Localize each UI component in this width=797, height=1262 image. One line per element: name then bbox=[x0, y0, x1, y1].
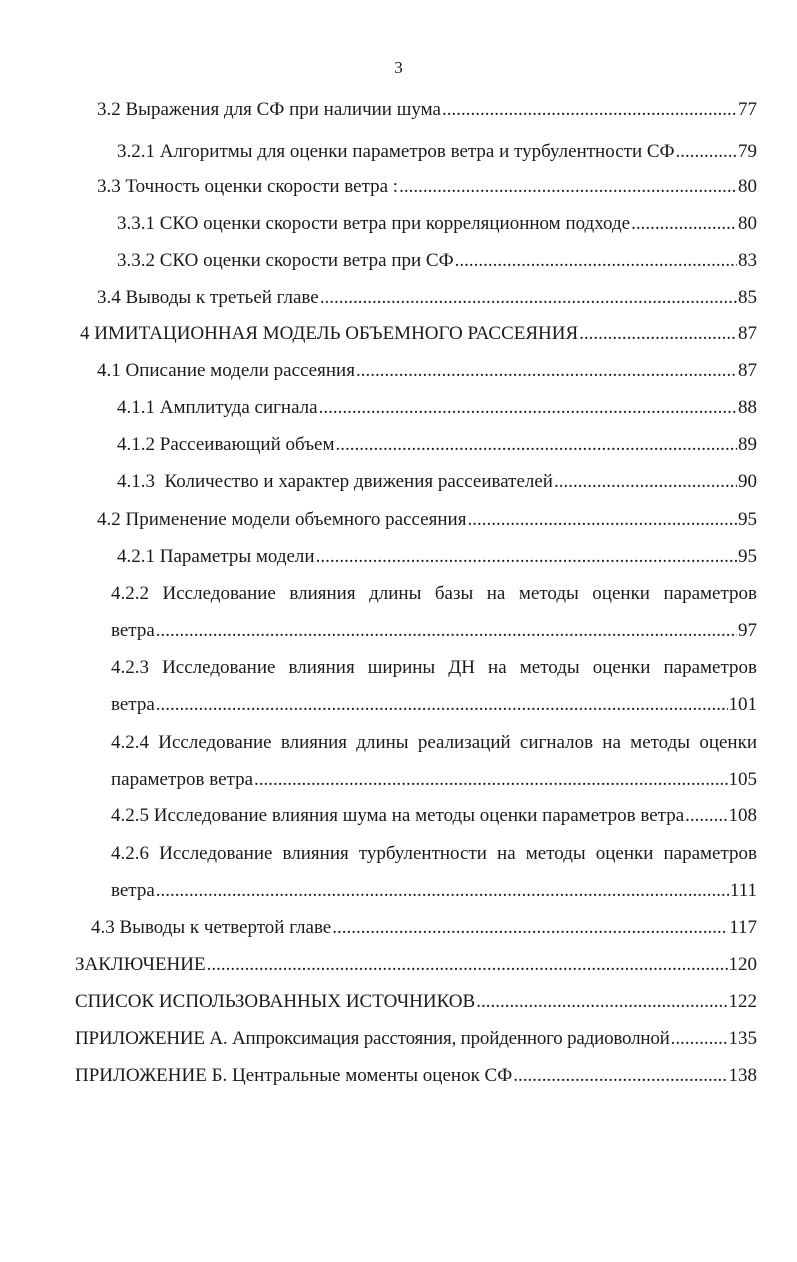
toc-entry[interactable] bbox=[80, 322, 757, 346]
toc-entry[interactable] bbox=[117, 249, 757, 273]
toc-entry-title-line1[interactable]: 4.2.6 Исследование влияния турбулентности на методы оценки параметров bbox=[111, 843, 757, 864]
toc-entry-title: 3.2 Выражения для СФ при наличии шума bbox=[97, 99, 441, 120]
toc-entry-title-line2: ветра bbox=[111, 880, 155, 901]
toc-entry[interactable] bbox=[75, 990, 757, 1014]
toc-entry-page: 101 bbox=[728, 694, 757, 715]
toc-entry-title: 4.1.1 Амплитуда сигнала bbox=[117, 397, 318, 418]
toc-entry-page: 80 bbox=[738, 176, 757, 197]
toc-entry[interactable] bbox=[75, 1027, 757, 1051]
toc-entry-title: 3.4 Выводы к третьей главе bbox=[97, 287, 319, 308]
toc-entry-title: 4.3 Выводы к четвертой главе bbox=[91, 917, 332, 938]
toc-leader-dots bbox=[554, 470, 737, 494]
toc-leader-dots bbox=[579, 322, 737, 346]
toc-entry-page: 87 bbox=[738, 323, 757, 344]
toc-leader-dots bbox=[631, 212, 737, 236]
toc-entry[interactable] bbox=[75, 953, 757, 977]
toc-leader-dots bbox=[467, 508, 737, 532]
toc-leader-dots bbox=[336, 433, 738, 457]
toc-entry-page: 95 bbox=[738, 509, 757, 530]
toc-entry-title: 3.3.2 СКО оценки скорости ветра при СФ bbox=[117, 250, 454, 271]
toc-entry[interactable] bbox=[75, 1064, 757, 1088]
toc-leader-dots bbox=[442, 98, 737, 122]
toc-entry-page: 85 bbox=[738, 287, 757, 308]
toc-entry[interactable] bbox=[117, 545, 757, 569]
toc-entry-page: 120 bbox=[728, 954, 757, 975]
toc-entry-title: ПРИЛОЖЕНИЕ А. Аппроксимация расстояния, пройденного радиоволной bbox=[75, 1028, 670, 1049]
toc-entry-page: 111 bbox=[729, 880, 757, 901]
toc-leader-dots bbox=[676, 140, 737, 164]
toc-leader-dots bbox=[332, 916, 728, 940]
toc-entry[interactable] bbox=[111, 879, 757, 903]
toc-entry-title: 4.2.5 Исследование влияния шума на методы оценки параметров ветра bbox=[111, 805, 685, 826]
toc-entry[interactable] bbox=[111, 768, 757, 792]
toc-entry-page: 87 bbox=[738, 360, 757, 381]
toc-entry[interactable] bbox=[111, 804, 757, 828]
toc-entry[interactable] bbox=[111, 619, 757, 643]
toc-leader-dots bbox=[356, 359, 737, 383]
toc-leader-dots bbox=[156, 693, 728, 717]
toc-entry-page: 80 bbox=[738, 213, 757, 234]
toc-leader-dots bbox=[671, 1027, 728, 1051]
toc-entry-page: 108 bbox=[728, 805, 757, 826]
toc-entry-title-line2: ветра bbox=[111, 620, 155, 641]
toc-entry-title-line1[interactable]: 4.2.4 Исследование влияния длины реализаций сигналов на методы оценки bbox=[111, 732, 757, 753]
toc-leader-dots bbox=[513, 1064, 727, 1088]
toc-entry-page: 79 bbox=[738, 141, 757, 162]
toc-entry-title: 4.1.3 Количество и характер движения рассеивателей bbox=[117, 471, 553, 492]
toc-entry-page: 105 bbox=[728, 769, 757, 790]
toc-entry-page: 88 bbox=[738, 397, 757, 418]
toc-entry-title: 4.1 Описание модели рассеяния bbox=[97, 360, 355, 381]
toc-entry-title-line2: параметров ветра bbox=[111, 769, 254, 790]
toc-entry-title: 3.3.1 СКО оценки скорости ветра при корреляционном подходе bbox=[117, 213, 631, 234]
toc-leader-dots bbox=[476, 990, 727, 1014]
toc-entry-title-line1[interactable]: 4.2.2 Исследование влияния длины базы на методы оценки параметров bbox=[111, 583, 757, 604]
toc-entry-page: 138 bbox=[728, 1065, 757, 1086]
toc-leader-dots bbox=[254, 768, 727, 792]
toc-entry-title: ПРИЛОЖЕНИЕ Б. Центральные моменты оценок СФ bbox=[75, 1065, 513, 1086]
toc-leader-dots bbox=[316, 545, 737, 569]
toc-entry[interactable] bbox=[117, 433, 757, 457]
toc-leader-dots bbox=[156, 619, 737, 643]
toc-leader-dots bbox=[685, 804, 727, 828]
toc-entry-page: 83 bbox=[738, 250, 757, 271]
toc-leader-dots bbox=[156, 879, 729, 903]
toc-entry[interactable] bbox=[97, 98, 757, 122]
toc-leader-dots bbox=[320, 286, 737, 310]
toc-entry-page: 77 bbox=[738, 99, 757, 120]
toc-entry-title: 4.2 Применение модели объемного рассеяния bbox=[97, 509, 467, 530]
toc-entry-title: 4.2.1 Параметры модели bbox=[117, 546, 315, 567]
toc-entry-title: 4.1.2 Рассеивающий объем bbox=[117, 434, 335, 455]
toc-leader-dots bbox=[455, 249, 737, 273]
toc-entry-title-line1[interactable]: 4.2.3 Исследование влияния ширины ДН на методы оценки параметров bbox=[111, 657, 757, 678]
toc-entry-page: 89 bbox=[738, 434, 757, 455]
toc-entry[interactable] bbox=[117, 212, 757, 236]
toc-leader-dots bbox=[399, 175, 737, 199]
toc-entry-page: 122 bbox=[728, 991, 757, 1012]
toc-entry-title: ЗАКЛЮЧЕНИЕ bbox=[75, 954, 206, 975]
toc-entry[interactable] bbox=[97, 508, 757, 532]
toc-leader-dots bbox=[207, 953, 728, 977]
toc-entry[interactable] bbox=[111, 693, 757, 717]
toc-entry-page: 117 bbox=[729, 917, 757, 938]
toc-entry-title-line2: ветра bbox=[111, 694, 155, 715]
toc-entry[interactable] bbox=[117, 470, 757, 494]
toc-entry[interactable] bbox=[117, 140, 757, 164]
toc-entry-page: 90 bbox=[738, 471, 757, 492]
page-number: 3 bbox=[394, 58, 403, 77]
toc-entry-page: 135 bbox=[728, 1028, 757, 1049]
toc-entry-page: 95 bbox=[738, 546, 757, 567]
toc-entry[interactable] bbox=[97, 286, 757, 310]
toc-entry[interactable] bbox=[97, 175, 757, 199]
toc-entry-title: СПИСОК ИСПОЛЬЗОВАННЫХ ИСТОЧНИКОВ bbox=[75, 991, 476, 1012]
toc-entry[interactable] bbox=[91, 916, 757, 940]
toc-entry-title: 4 ИМИТАЦИОННАЯ МОДЕЛЬ ОБЪЕМНОГО РАССЕЯНИЯ bbox=[80, 323, 579, 344]
toc-leader-dots bbox=[319, 396, 737, 420]
toc-entry[interactable] bbox=[117, 396, 757, 420]
toc-entry[interactable] bbox=[97, 359, 757, 383]
toc-entry-page: 97 bbox=[738, 620, 757, 641]
toc-entry-title: 3.2.1 Алгоритмы для оценки параметров ветра и турбулентности СФ bbox=[117, 141, 675, 162]
toc-entry-title: 3.3 Точность оценки скорости ветра : bbox=[97, 176, 399, 197]
